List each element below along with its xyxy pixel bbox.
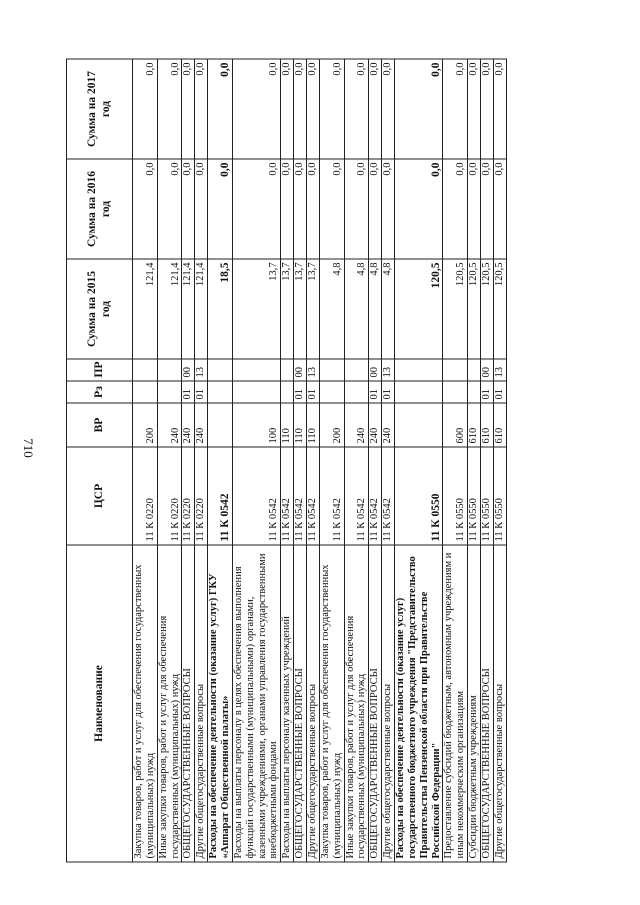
cell-sum2016: 0,0 [369,159,382,259]
table-row [133,59,158,862]
cell-sum2015: 121,4 [195,259,208,359]
cell-sum2017: 0,0 [133,59,158,159]
cell-sum2015: 4,8 [382,259,395,359]
header-sum-2017: Сумма на 2017 год [67,59,133,159]
cell-csr: 11 К 0550 [443,447,468,545]
cell-vr: 240 [182,403,195,447]
cell-sum2015: 18,5 [208,259,233,359]
cell-sum2015: 4,8 [319,259,344,359]
table-row [232,59,280,862]
cell-vr: 240 [157,403,182,447]
cell-csr: 11 К 0220 [182,447,195,545]
cell-pr [319,359,344,381]
cell-rz [133,381,158,403]
cell-vr: 200 [133,403,158,447]
cell-name: ОБЩЕГОСУДАРСТВЕННЫЕ ВОПРОСЫ [369,545,382,862]
cell-sum2017: 0,0 [232,59,280,159]
cell-sum2016: 0,0 [195,159,208,259]
cell-csr: 11 К 0550 [468,447,481,545]
cell-name: Расходы на выплаты персоналу в целях обеспечения выполнения функций государственными (муниципальными) органами, казенными учреждениями, органами управления государственными внебюджетными фондами [232,545,280,862]
cell-vr: 610 [468,403,481,447]
cell-sum2017: 0,0 [195,59,208,159]
cell-sum2016: 0,0 [232,159,280,259]
cell-sum2015: 4,8 [344,259,369,359]
cell-sum2017: 0,0 [307,59,320,159]
cell-name: Иные закупки товаров, работ и услуг для обеспечения государственных (муниципальных) нужд [344,545,369,862]
cell-rz: 01 [493,381,506,403]
table-row [182,59,195,862]
cell-sum2015: 121,4 [182,259,195,359]
cell-sum2015: 13,7 [294,259,307,359]
cell-sum2017: 0,0 [208,59,233,159]
cell-name: Закупка товаров, работ и услуг для обеспечения государственных (муниципальных) нужд [319,545,344,862]
cell-sum2016: 0,0 [208,159,233,259]
cell-sum2016: 0,0 [133,159,158,259]
cell-sum2017: 0,0 [481,59,494,159]
cell-sum2017: 0,0 [443,59,468,159]
cell-sum2017: 0,0 [395,59,443,159]
cell-name: Расходы на выплаты персоналу казенных учреждений [281,545,294,862]
page-number: 710 [21,438,36,458]
table-row [344,59,369,862]
cell-sum2016: 0,0 [294,159,307,259]
cell-rz [344,381,369,403]
cell-vr: 600 [443,403,468,447]
cell-rz [208,381,233,403]
cell-rz: 01 [307,381,320,403]
cell-sum2015: 13,7 [281,259,294,359]
cell-rz [443,381,468,403]
cell-name: Другие общегосударственные вопросы [195,545,208,862]
cell-pr: 13 [382,359,395,381]
cell-csr: 11 К 0550 [395,447,443,545]
table-row [395,59,443,862]
table-row [481,59,494,862]
cell-sum2015: 120,5 [493,259,506,359]
cell-sum2016: 0,0 [382,159,395,259]
cell-csr: 11 К 0542 [281,447,294,545]
cell-name: Субсидии бюджетным учреждениям [468,545,481,862]
cell-sum2016: 0,0 [281,159,294,259]
cell-pr [232,359,280,381]
cell-rz: 01 [182,381,195,403]
cell-sum2015: 120,5 [481,259,494,359]
cell-name: Расходы на обеспечение деятельности (оказание услуг) государственного бюджетного учреждения "Представительство Правительства Пензенской области при Правительстве Российской Федерации" [395,545,443,862]
cell-pr [395,359,443,381]
cell-sum2015: 120,5 [443,259,468,359]
cell-csr: 11 К 0542 [208,447,233,545]
header-pr: ПР [67,359,133,381]
cell-sum2017: 0,0 [468,59,481,159]
cell-sum2017: 0,0 [369,59,382,159]
cell-rz: 01 [481,381,494,403]
cell-rz: 01 [195,381,208,403]
cell-sum2016: 0,0 [182,159,195,259]
cell-csr: 11 К 0542 [382,447,395,545]
cell-rz [232,381,280,403]
table-row [281,59,294,862]
cell-sum2015: 120,5 [468,259,481,359]
cell-name: Иные закупки товаров, работ и услуг для обеспечения государственных (муниципальных) нужд [157,545,182,862]
cell-vr: 240 [369,403,382,447]
cell-sum2016: 0,0 [307,159,320,259]
cell-sum2015: 13,7 [307,259,320,359]
header-sum-2016: Сумма на 2016 год [67,159,133,259]
cell-csr: 11 К 0542 [344,447,369,545]
cell-pr: 00 [182,359,195,381]
header-csr: ЦСР [67,447,133,545]
table-row [307,59,320,862]
header-sum-2015: Сумма на 2015 год [67,259,133,359]
cell-sum2016: 0,0 [468,159,481,259]
cell-csr: 11 К 0220 [195,447,208,545]
cell-pr [157,359,182,381]
table-row [319,59,344,862]
cell-name: Другие общегосударственные вопросы [493,545,506,862]
cell-sum2017: 0,0 [344,59,369,159]
cell-sum2017: 0,0 [281,59,294,159]
cell-name: Расходы на обеспечение деятельности (оказание услуг) ГКУ «Аппарат Общественной палаты» [208,545,233,862]
cell-pr: 00 [481,359,494,381]
cell-csr: 11 К 0542 [319,447,344,545]
cell-sum2017: 0,0 [294,59,307,159]
cell-vr [395,403,443,447]
cell-csr: 11 К 0542 [232,447,280,545]
cell-vr: 100 [232,403,280,447]
table-header-row [67,59,133,862]
cell-pr: 13 [195,359,208,381]
cell-vr: 610 [481,403,494,447]
table-row [157,59,182,862]
cell-pr [208,359,233,381]
cell-rz: 01 [369,381,382,403]
cell-pr: 00 [294,359,307,381]
table-row [382,59,395,862]
cell-name: Предоставление субсидий бюджетным, автономным учреждениям и иным некоммерческим организациям [443,545,468,862]
cell-rz [319,381,344,403]
cell-name: Другие общегосударственные вопросы [382,545,395,862]
cell-vr [208,403,233,447]
table-row [208,59,233,862]
cell-sum2016: 0,0 [395,159,443,259]
cell-vr: 240 [382,403,395,447]
cell-rz: 01 [294,381,307,403]
cell-sum2016: 0,0 [493,159,506,259]
cell-vr: 110 [281,403,294,447]
cell-pr [443,359,468,381]
cell-sum2016: 0,0 [344,159,369,259]
cell-rz [395,381,443,403]
cell-vr: 200 [319,403,344,447]
cell-sum2017: 0,0 [182,59,195,159]
cell-sum2015: 121,4 [133,259,158,359]
cell-rz [157,381,182,403]
table-row [443,59,468,862]
cell-csr: 11 К 0220 [157,447,182,545]
cell-sum2017: 0,0 [319,59,344,159]
cell-pr [133,359,158,381]
cell-name: ОБЩЕГОСУДАРСТВЕННЫЕ ВОПРОСЫ [294,545,307,862]
cell-name: Другие общегосударственные вопросы [307,545,320,862]
cell-sum2017: 0,0 [493,59,506,159]
cell-csr: 11 К 0542 [369,447,382,545]
cell-name: ОБЩЕГОСУДАРСТВЕННЫЕ ВОПРОСЫ [182,545,195,862]
cell-vr: 610 [493,403,506,447]
table-row [294,59,307,862]
table-row [369,59,382,862]
cell-sum2017: 0,0 [382,59,395,159]
cell-pr [281,359,294,381]
header-vr: ВР [67,403,133,447]
table-row [468,59,481,862]
cell-name: ОБЩЕГОСУДАРСТВЕННЫЕ ВОПРОСЫ [481,545,494,862]
cell-vr: 240 [344,403,369,447]
cell-vr: 110 [294,403,307,447]
cell-sum2016: 0,0 [443,159,468,259]
cell-csr: 11 К 0542 [294,447,307,545]
cell-pr: 13 [307,359,320,381]
rotated-page-content [66,60,574,863]
table-body [133,59,507,862]
cell-csr: 11 К 0550 [493,447,506,545]
header-rz: Рз [67,381,133,403]
cell-rz [281,381,294,403]
cell-sum2017: 0,0 [157,59,182,159]
cell-pr: 13 [493,359,506,381]
cell-sum2016: 0,0 [319,159,344,259]
cell-sum2015: 120,5 [395,259,443,359]
cell-pr [344,359,369,381]
cell-rz: 01 [382,381,395,403]
cell-vr: 110 [307,403,320,447]
cell-sum2015: 121,4 [157,259,182,359]
table-row [195,59,208,862]
cell-pr: 00 [369,359,382,381]
cell-sum2015: 4,8 [369,259,382,359]
cell-pr [468,359,481,381]
header-name: Наименование [67,545,133,862]
cell-sum2016: 0,0 [157,159,182,259]
cell-vr: 240 [195,403,208,447]
cell-csr: 11 К 0220 [133,447,158,545]
cell-sum2015: 13,7 [232,259,280,359]
cell-csr: 11 К 0550 [481,447,494,545]
budget-table [66,59,507,863]
cell-rz [468,381,481,403]
cell-csr: 11 К 0542 [307,447,320,545]
cell-sum2016: 0,0 [481,159,494,259]
cell-name: Закупка товаров, работ и услуг для обеспечения государственных (муниципальных) нужд [133,545,158,862]
table-row [493,59,506,862]
